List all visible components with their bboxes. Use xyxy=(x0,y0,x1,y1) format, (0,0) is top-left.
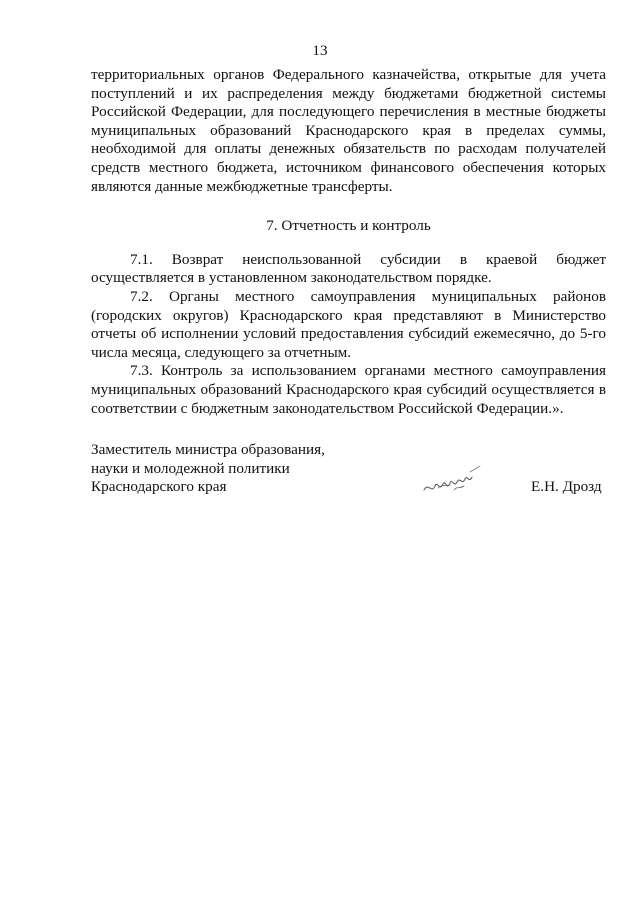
position-line: Краснодарского края xyxy=(91,478,227,496)
paragraph-intro: территориальных органов Федерального казначейства, открытые для учета поступлений и их распределения между бюджетами бюджетной системы Российской Федерации, для последующего перечисления в местные бюджеты муниципальных образований Краснодарского края в пределах суммы, необходимой для оплаты денежных обязательств по расходам получателей средств местного бюджета, источником финансового обеспечения которых являются данные межбюджетные трансферты. xyxy=(91,66,606,195)
clause-7-3: 7.3. Контроль за использованием органами местного самоуправления муниципальных образований Краснодарского края субсидий осуществляется в соответствии с бюджетным законодательством Российской Федерации.». xyxy=(91,362,606,417)
handwritten-signature xyxy=(420,464,488,504)
clause-7-2: 7.2. Органы местного самоуправления муниципальных районов (городских округов) Краснодарского края представляют в Министерство отчеты об исполнении условий предоставления субсидий ежемесячно, до 5-го числа месяца, следующего за отчетным. xyxy=(91,287,606,361)
position-line: Заместитель министра образования, xyxy=(91,441,325,458)
section-heading: 7. Отчетность и контроль xyxy=(266,217,431,235)
signatory-position xyxy=(91,441,325,497)
document-body xyxy=(91,66,606,418)
clause-7-1: 7.1. Возврат неиспользованной субсидии в краевой бюджет осуществляется в установленном законодательством порядке. xyxy=(91,250,606,287)
page-number: 13 xyxy=(312,42,328,59)
signatory-name: Е.Н. Дрозд xyxy=(531,478,602,495)
position-line: науки и молодежной политики xyxy=(91,459,290,477)
